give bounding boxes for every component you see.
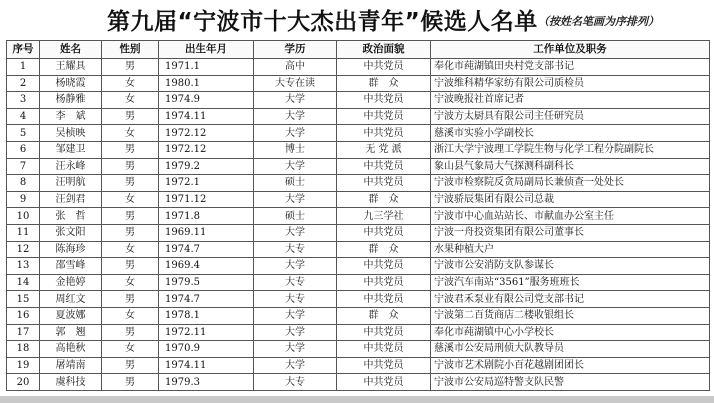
cell-political: 群 众 — [337, 75, 431, 92]
table-row — [7, 108, 710, 125]
cell-birth: 1974.11 — [159, 357, 254, 374]
cell-education: 大专 — [254, 241, 337, 258]
cell-gender: 男 — [102, 59, 159, 76]
cell-gender: 男 — [102, 291, 159, 308]
cell-name: 夏波娜 — [40, 307, 102, 324]
header — [0, 0, 714, 38]
table-row — [7, 241, 710, 258]
cell-education: 大学 — [254, 191, 337, 208]
cell-gender: 男 — [102, 208, 159, 225]
cell-name: 汪明航 — [40, 175, 102, 192]
cell-gender: 女 — [102, 125, 159, 142]
cell-political: 中共党员 — [337, 175, 431, 192]
cell-political: 中共党员 — [337, 341, 431, 358]
cell-workplace: 宁波维科精华家纺有限公司质检员 — [431, 75, 710, 92]
cell-gender: 女 — [102, 241, 159, 258]
cell-gender: 男 — [102, 175, 159, 192]
cell-index: 3 — [7, 92, 40, 109]
cell-name: 陈海珍 — [40, 241, 102, 258]
cell-education: 大学 — [254, 108, 337, 125]
cell-workplace: 慈溪市实验小学副校长 — [431, 125, 710, 142]
cell-birth: 1972.11 — [159, 324, 254, 341]
col-header-birth: 出生年月 — [159, 41, 254, 59]
cell-index: 6 — [7, 141, 40, 158]
cell-gender: 女 — [102, 191, 159, 208]
cell-name: 周红文 — [40, 291, 102, 308]
cell-birth: 1974.7 — [159, 291, 254, 308]
cell-education: 大学 — [254, 125, 337, 142]
cell-gender: 男 — [102, 141, 159, 158]
cell-gender: 女 — [102, 75, 159, 92]
table-row — [7, 141, 710, 158]
cell-workplace: 宁波第二百货商店二楼收银组长 — [431, 307, 710, 324]
cell-political: 中共党员 — [337, 258, 431, 275]
cell-birth: 1971.12 — [159, 191, 254, 208]
cell-political: 九三学社 — [337, 208, 431, 225]
cell-political: 中共党员 — [337, 59, 431, 76]
cell-workplace: 宁波市艺术剧院小百花越剧团团长 — [431, 357, 710, 374]
cell-index: 4 — [7, 108, 40, 125]
cell-education: 大学 — [254, 224, 337, 241]
cell-name: 李 斌 — [40, 108, 102, 125]
cell-index: 15 — [7, 291, 40, 308]
cell-education: 高中 — [254, 59, 337, 76]
cell-political: 中共党员 — [337, 374, 431, 391]
cell-workplace: 宁波方太厨具有限公司主任研究员 — [431, 108, 710, 125]
cell-gender: 男 — [102, 374, 159, 391]
cell-birth: 1971.8 — [159, 208, 254, 225]
cell-index: 8 — [7, 175, 40, 192]
cell-birth: 1978.1 — [159, 307, 254, 324]
cell-birth: 1974.11 — [159, 108, 254, 125]
cell-name: 汪剑君 — [40, 191, 102, 208]
cell-workplace: 宁波市公安消防支队参谋长 — [431, 258, 710, 275]
cell-education: 大学 — [254, 158, 337, 175]
cell-political: 无 党 派 — [337, 141, 431, 158]
cell-index: 19 — [7, 357, 40, 374]
cell-name: 汪永峰 — [40, 158, 102, 175]
cell-workplace: 宁波市检察院反贪局副局长兼侦查一处处长 — [431, 175, 710, 192]
cell-political: 中共党员 — [337, 108, 431, 125]
cell-name: 杨静雅 — [40, 92, 102, 109]
cell-birth: 1979.5 — [159, 274, 254, 291]
col-header-workplace: 工作单位及职务 — [431, 41, 710, 59]
cell-index: 17 — [7, 324, 40, 341]
cell-index: 14 — [7, 274, 40, 291]
cell-gender: 女 — [102, 274, 159, 291]
table-row — [7, 175, 710, 192]
cell-political: 中共党员 — [337, 291, 431, 308]
cell-workplace: 宁波汽车南站“3561”服务班班长 — [431, 274, 710, 291]
cell-birth: 1979.3 — [159, 374, 254, 391]
table-row — [7, 274, 710, 291]
cell-political: 群 众 — [337, 241, 431, 258]
cell-education: 大专 — [254, 374, 337, 391]
cell-education: 大专 — [254, 274, 337, 291]
cell-workplace: 水果种植大户 — [431, 241, 710, 258]
col-header-name: 姓名 — [40, 41, 102, 59]
cell-name: 邹建卫 — [40, 141, 102, 158]
table-row — [7, 374, 710, 391]
cell-birth: 1969.11 — [159, 224, 254, 241]
cell-index: 1 — [7, 59, 40, 76]
table-row — [7, 59, 710, 76]
cell-education: 大专在读 — [254, 75, 337, 92]
table-row — [7, 92, 710, 109]
cell-political: 中共党员 — [337, 324, 431, 341]
table-header-row — [7, 41, 710, 59]
cell-name: 金艳婷 — [40, 274, 102, 291]
page-title: 第九届“宁波市十大杰出青年”候选人名单 — [107, 9, 538, 35]
cell-political: 中共党员 — [337, 357, 431, 374]
col-header-political: 政治面貌 — [337, 41, 431, 59]
col-header-gender: 性别 — [102, 41, 159, 59]
table-body — [7, 59, 710, 391]
cell-workplace: 宁波晚报社首席记者 — [431, 92, 710, 109]
table-row — [7, 208, 710, 225]
col-header-education: 学历 — [254, 41, 337, 59]
cell-name: 王耀具 — [40, 59, 102, 76]
cell-workplace: 宁波市公安局巡特警支队民警 — [431, 374, 710, 391]
cell-political: 中共党员 — [337, 92, 431, 109]
cell-birth: 1972.12 — [159, 141, 254, 158]
cell-political: 中共党员 — [337, 274, 431, 291]
cell-index: 12 — [7, 241, 40, 258]
cell-index: 13 — [7, 258, 40, 275]
cell-birth: 1980.1 — [159, 75, 254, 92]
cell-education: 大学 — [254, 324, 337, 341]
cell-workplace: 象山县气象局大气探测科副科长 — [431, 158, 710, 175]
cell-birth: 1969.4 — [159, 258, 254, 275]
cell-political: 中共党员 — [337, 224, 431, 241]
cell-name: 吴桢映 — [40, 125, 102, 142]
cell-name: 高艳秋 — [40, 341, 102, 358]
cell-workplace: 奉化市莼湖镇田央村党支部书记 — [431, 59, 710, 76]
table-row — [7, 258, 710, 275]
bottom-scroll-bar — [0, 396, 714, 403]
cell-education: 大学 — [254, 92, 337, 109]
cell-gender: 男 — [102, 158, 159, 175]
cell-index: 16 — [7, 307, 40, 324]
cell-index: 11 — [7, 224, 40, 241]
cell-birth: 1971.1 — [159, 59, 254, 76]
cell-gender: 男 — [102, 108, 159, 125]
cell-index: 5 — [7, 125, 40, 142]
table-row — [7, 224, 710, 241]
table-row — [7, 324, 710, 341]
table-row — [7, 307, 710, 324]
cell-political: 群 众 — [337, 307, 431, 324]
cell-birth: 1974.7 — [159, 241, 254, 258]
cell-education: 大学 — [254, 357, 337, 374]
cell-education: 硕士 — [254, 175, 337, 192]
col-header-index: 序号 — [7, 41, 40, 59]
cell-political: 群 众 — [337, 191, 431, 208]
cell-political: 中共党员 — [337, 158, 431, 175]
table-row — [7, 191, 710, 208]
cell-name: 张文阳 — [40, 224, 102, 241]
cell-gender: 男 — [102, 324, 159, 341]
cell-workplace: 宁波市中心血站站长、市献血办公室主任 — [431, 208, 710, 225]
cell-workplace: 浙江大学宁波理工学院生物与化学工程分院副院长 — [431, 141, 710, 158]
table-row — [7, 291, 710, 308]
table-row — [7, 357, 710, 374]
cell-workplace: 奉化市莼湖镇中心小学校长 — [431, 324, 710, 341]
cell-name: 张 哲 — [40, 208, 102, 225]
cell-gender: 男 — [102, 357, 159, 374]
candidate-table — [6, 40, 710, 391]
cell-index: 20 — [7, 374, 40, 391]
table-row — [7, 158, 710, 175]
cell-name: 杨晓霞 — [40, 75, 102, 92]
cell-workplace: 宁波骄辰集团有限公司总裁 — [431, 191, 710, 208]
cell-birth: 1972.12 — [159, 125, 254, 142]
cell-education: 博士 — [254, 141, 337, 158]
cell-gender: 男 — [102, 224, 159, 241]
table-row — [7, 341, 710, 358]
cell-workplace: 宁波一舟投资集团有限公司董事长 — [431, 224, 710, 241]
cell-education: 大学 — [254, 307, 337, 324]
cell-workplace: 宁波君禾泵业有限公司党支部书记 — [431, 291, 710, 308]
cell-name: 虞科技 — [40, 374, 102, 391]
cell-index: 2 — [7, 75, 40, 92]
page-subtitle: （按姓名笔画为序排列） — [538, 15, 659, 28]
cell-gender: 男 — [102, 258, 159, 275]
cell-index: 7 — [7, 158, 40, 175]
cell-index: 10 — [7, 208, 40, 225]
cell-birth: 1979.2 — [159, 158, 254, 175]
cell-birth: 1974.9 — [159, 92, 254, 109]
cell-name: 邵雪峰 — [40, 258, 102, 275]
table-row — [7, 125, 710, 142]
cell-education: 大学 — [254, 258, 337, 275]
cell-gender: 女 — [102, 307, 159, 324]
table-row — [7, 75, 710, 92]
cell-birth: 1970.9 — [159, 341, 254, 358]
cell-index: 18 — [7, 341, 40, 358]
cell-political: 中共党员 — [337, 125, 431, 142]
cell-education: 大学 — [254, 341, 337, 358]
cell-birth: 1972.1 — [159, 175, 254, 192]
cell-name: 屠靖南 — [40, 357, 102, 374]
cell-education: 大专 — [254, 291, 337, 308]
cell-index: 9 — [7, 191, 40, 208]
cell-gender: 女 — [102, 341, 159, 358]
cell-name: 郭 翘 — [40, 324, 102, 341]
cell-education: 硕士 — [254, 208, 337, 225]
cell-gender: 女 — [102, 92, 159, 109]
cell-workplace: 慈溪市公安局刑侦大队教导员 — [431, 341, 710, 358]
